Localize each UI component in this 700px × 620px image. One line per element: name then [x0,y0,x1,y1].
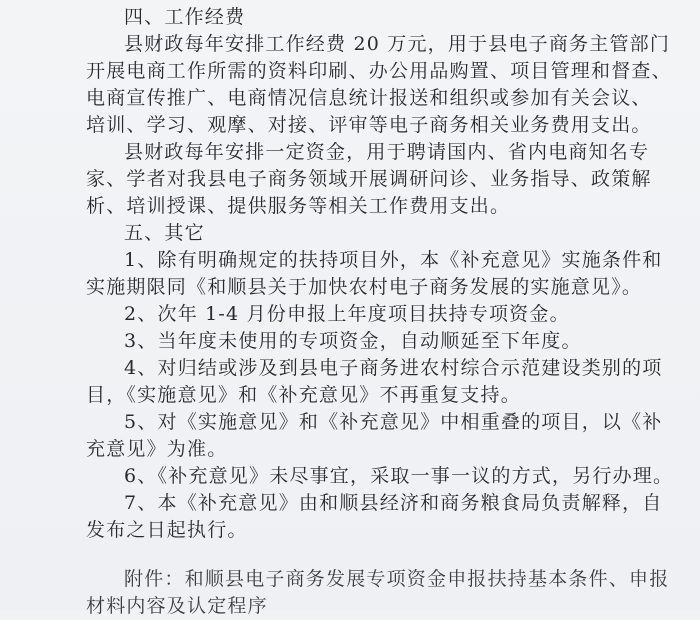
paragraph-line: 县财政每年安排一定资金，用于聘请国内、省内电商知名专 [124,141,650,163]
list-item-line: 2、次年 1-4 月份申报上年度项目扶持专项资金。 [124,303,570,325]
list-item-line: 6、《补充意见》未尽事宜，采取一事一议的方式，另行办理。 [124,465,674,487]
spacer [86,544,646,566]
paragraph-line: 析、培训授课、提供服务等相关工作费用支出。 [86,195,511,217]
list-item-line: 发布之日起执行。 [86,519,248,541]
list-item-line: 目，《实施意见》和《补充意见》不再重复支持。 [86,384,521,406]
list-item-line: 7、本《补充意见》由和顺县经济和商务粮食局负责解释，自 [124,492,663,514]
list-item-line: 实施期限同《和顺县关于加快农村电子商务发展的实施意见》。 [86,276,643,298]
list-item-line: 3、当年度未使用的专项资金，自动顺延至下年度。 [124,330,582,352]
document-body [86,4,674,620]
section-heading: 四、工作经费 [124,6,246,28]
list-item-line: 4、对归结或涉及到县电子商务进农村综合示范建设类别的项 [124,357,663,379]
list-item-line: 1、除有明确规定的扶持项目外，本《补充意见》实施条件和 [124,249,663,271]
paragraph-line: 家、学者对我县电子商务领域开展调研问诊、业务指导、政策解 [86,168,652,190]
section-heading: 五、其它 [124,222,205,244]
list-item-line: 5、对《实施意见》和《补充意见》中相重叠的项目，以《补 [124,411,663,433]
paragraph-line: 培训、学习、观摩、对接、评审等电子商务相关业务费用支出。 [86,114,652,136]
paragraph-line: 电商宣传推广、电商情况信息统计报送和组织或参加有关会议、 [86,87,652,109]
attachment-line: 材料内容及认定程序 [86,595,268,617]
paragraph-line: 开展电商工作所需的资料印刷、办公用品购置、项目管理和督查、 [86,60,672,82]
attachment-line: 附件：和顺县电子商务发展专项资金申报扶持基本条件、申报 [124,568,670,590]
list-item-line: 充意见》为准。 [86,438,228,460]
paragraph-line: 县财政每年安排工作经费 20 万元，用于县电子商务主管部门 [124,33,671,55]
